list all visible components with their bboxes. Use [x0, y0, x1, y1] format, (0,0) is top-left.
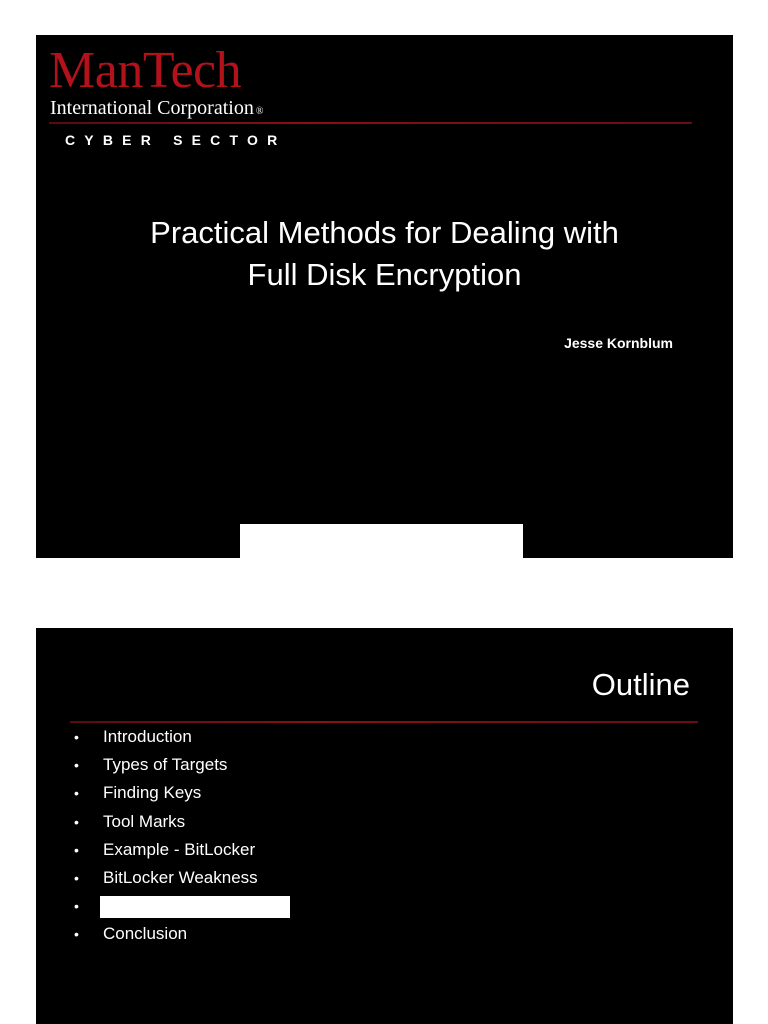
list-item-redacted [74, 894, 290, 922]
sector-label: CYBER SECTOR [65, 132, 287, 148]
slide-title: Outline [591, 667, 690, 702]
bullet-icon: • [74, 757, 79, 774]
bullet-icon: • [74, 869, 79, 886]
outline-slide [36, 628, 733, 1024]
list-item [74, 922, 290, 950]
company-logo-name: ManTech [49, 42, 242, 99]
list-item [74, 781, 290, 809]
title-slide [36, 35, 733, 558]
registered-mark: ® [255, 106, 264, 117]
bullet-icon: • [74, 729, 79, 745]
bullet-icon: • [74, 898, 79, 915]
outline-list [74, 725, 290, 951]
bullet-icon: • [74, 785, 79, 802]
list-item-text: Types of Targets [103, 755, 228, 775]
list-item [74, 725, 290, 753]
company-logo-subtitle [50, 96, 263, 124]
list-item-text: Introduction [103, 727, 192, 746]
header-divider [49, 122, 692, 124]
redaction-box [100, 896, 290, 918]
presentation-title [36, 212, 733, 296]
title-line-2: Full Disk Encryption [247, 257, 522, 292]
bullet-icon: • [74, 813, 79, 830]
list-item [74, 753, 290, 781]
logo-subtitle-text: International Corporation [50, 97, 254, 119]
author-name: Jesse Kornblum [564, 335, 673, 351]
bullet-icon: • [74, 841, 79, 858]
list-item-text: Tool Marks [103, 811, 186, 831]
title-line-1: Practical Methods for Dealing with [150, 215, 619, 250]
list-item [74, 866, 290, 894]
list-item-text: Finding Keys [103, 783, 202, 803]
list-item [74, 838, 290, 866]
list-item-text: Example - BitLocker [103, 839, 256, 859]
list-item-text: BitLocker Weakness [103, 867, 258, 887]
list-item [74, 810, 290, 838]
bullet-icon: • [74, 926, 79, 943]
redaction-box [240, 524, 523, 558]
list-item-text: Conclusion [103, 924, 188, 944]
title-divider [70, 721, 698, 723]
